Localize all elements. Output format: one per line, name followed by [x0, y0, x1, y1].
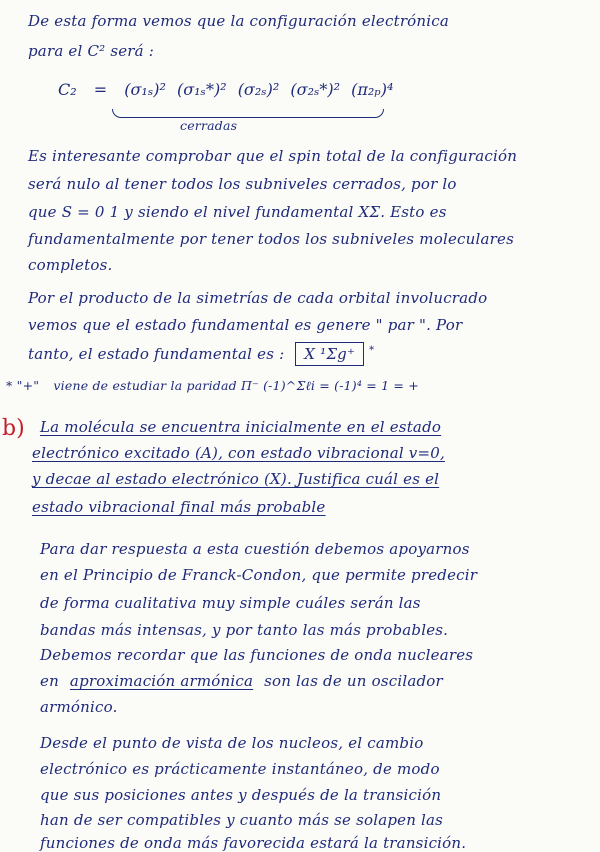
- parity-note-prefix: * "+": [6, 378, 40, 393]
- closed-shells-brace: [112, 109, 384, 118]
- ground-state-asterisk: *: [369, 345, 375, 356]
- para4-line4: bandas más intensas, y por tanto las más probables.: [40, 621, 449, 639]
- para3-line2: vemos que el estado fundamental es genere " par ". Por: [28, 316, 463, 334]
- para2-line2: será nulo al tener todos los subniveles cerrados, por lo: [28, 175, 457, 193]
- brace-label: cerradas: [180, 118, 238, 133]
- formula-term2: (σ₁ₛ*)²: [176, 80, 227, 99]
- para2-line3: que S = 0 1 y siendo el nivel fundamental XΣ. Esto es: [28, 203, 447, 221]
- ground-state-term-box: X ¹Σg⁺: [295, 342, 364, 366]
- electron-configuration-formula: [58, 80, 393, 99]
- section-b-line1: La molécula se encuentra inicialmente en el estado: [40, 418, 442, 436]
- para1-line2: para el C² será :: [28, 42, 155, 60]
- formula-equals: =: [93, 80, 108, 99]
- para4-line6-pre: en: [40, 672, 59, 690]
- para4-line1: Para dar respuesta a esta cuestión debemos apoyarnos: [40, 540, 470, 558]
- para4-line7: armónico.: [40, 698, 118, 716]
- section-b-line4: estado vibracional final más probable: [32, 498, 326, 516]
- formula-term1: (σ₁ₛ)²: [124, 80, 166, 99]
- para1-line1: De esta forma vemos que la configuración electrónica: [28, 12, 450, 30]
- para5-line5: funciones de onda más favorecida estará la transición.: [40, 834, 467, 852]
- para5-line2: electrónico es prácticamente instantáneo, de modo: [40, 760, 440, 778]
- section-b-marker: b): [2, 416, 25, 441]
- para2-line1: Es interesante comprobar que el spin total de la configuración: [28, 147, 518, 165]
- para4-line2: en el Principio de Franck-Condon, que permite predecir: [40, 566, 478, 584]
- para4-line3: de forma cualitativa muy simple cuáles serán las: [40, 594, 421, 612]
- para3-line3: [28, 342, 374, 366]
- para2-line5: completos.: [28, 256, 113, 274]
- formula-term5: (π₂ₚ)⁴: [351, 80, 394, 99]
- para4-line5: Debemos recordar que las funciones de onda nucleares: [40, 646, 474, 664]
- harmonic-approximation-term: aproximación armónica: [69, 672, 254, 690]
- parity-note-text: viene de estudiar la paridad Π⁻ (-1)^Σℓi = (-1)⁴ = 1 = +: [53, 378, 419, 393]
- para4-line6: [40, 672, 443, 690]
- formula-term4: (σ₂ₛ*)²: [290, 80, 341, 99]
- para5-line3: que sus posiciones antes y después de la transición: [40, 786, 442, 804]
- para3-line1: Por el producto de la simetrías de cada orbital involucrado: [28, 289, 488, 307]
- para4-line6-post: son las de un oscilador: [264, 672, 443, 690]
- section-b-line2: electrónico excitado (A), con estado vibracional v=0,: [32, 444, 445, 462]
- parity-note: [6, 378, 419, 394]
- para2-line4: fundamentalmente por tener todos los subniveles moleculares: [28, 230, 514, 248]
- formula-term3: (σ₂ₛ)²: [237, 80, 280, 99]
- para5-line4: han de ser compatibles y cuanto más se solapen las: [40, 811, 444, 829]
- para5-line1: Desde el punto de vista de los nucleos, el cambio: [40, 734, 424, 752]
- para3-line3-text: tanto, el estado fundamental es :: [28, 345, 285, 363]
- formula-lhs: C₂: [58, 80, 77, 99]
- section-b-line3: y decae al estado electrónico (X). Justifica cuál es el: [32, 470, 440, 488]
